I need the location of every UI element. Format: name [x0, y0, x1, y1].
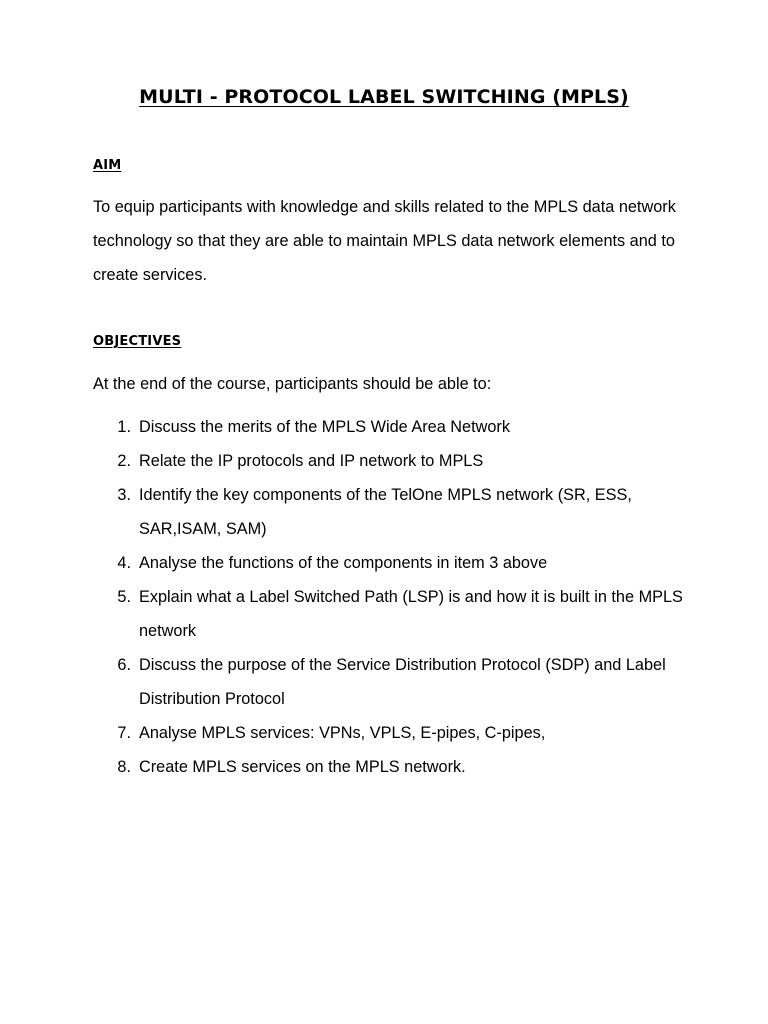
objective-number: 3. — [117, 486, 131, 504]
objective-item — [93, 580, 703, 648]
objective-number: 5. — [117, 588, 131, 606]
objective-item — [93, 478, 703, 546]
objective-text: Create MPLS services on the MPLS network. — [139, 758, 466, 776]
objective-item — [93, 444, 703, 478]
objective-text: Discuss the purpose of the Service Distribution Protocol (SDP) and Label Distribution Protocol — [139, 656, 666, 708]
objective-text: Identify the key components of the TelOne MPLS network (SR, ESS, SAR,ISAM, SAM) — [139, 486, 632, 538]
objective-number: 2. — [117, 452, 131, 470]
objective-number: 1. — [117, 418, 131, 436]
objectives-intro: At the end of the course, participants should be able to: — [93, 375, 492, 393]
objectives-list — [93, 410, 703, 784]
objective-item — [93, 648, 703, 716]
objectives-heading: OBJECTIVES — [93, 334, 182, 349]
objective-number: 4. — [117, 554, 131, 572]
objective-item — [93, 750, 703, 784]
objective-item — [93, 546, 703, 580]
aim-heading: AIM — [93, 158, 122, 173]
objective-text: Analyse the functions of the components in item 3 above — [139, 554, 548, 572]
objective-text: Discuss the merits of the MPLS Wide Area Network — [139, 418, 510, 436]
objective-number: 7. — [117, 724, 131, 742]
objective-item — [93, 410, 703, 444]
aim-paragraph: To equip participants with knowledge and skills related to the MPLS data network technology so that they are able to maintain MPLS data network elements and to create services. — [93, 198, 676, 284]
objective-text: Explain what a Label Switched Path (LSP) is and how it is built in the MPLS network — [139, 588, 683, 640]
objective-text: Relate the IP protocols and IP network to MPLS — [139, 452, 484, 470]
objective-item — [93, 716, 703, 750]
objective-text: Analyse MPLS services: VPNs, VPLS, E-pipes, C-pipes, — [139, 724, 546, 742]
objective-number: 8. — [117, 758, 131, 776]
document-title: MULTI - PROTOCOL LABEL SWITCHING (MPLS) — [139, 86, 629, 108]
objective-number: 6. — [117, 656, 131, 674]
